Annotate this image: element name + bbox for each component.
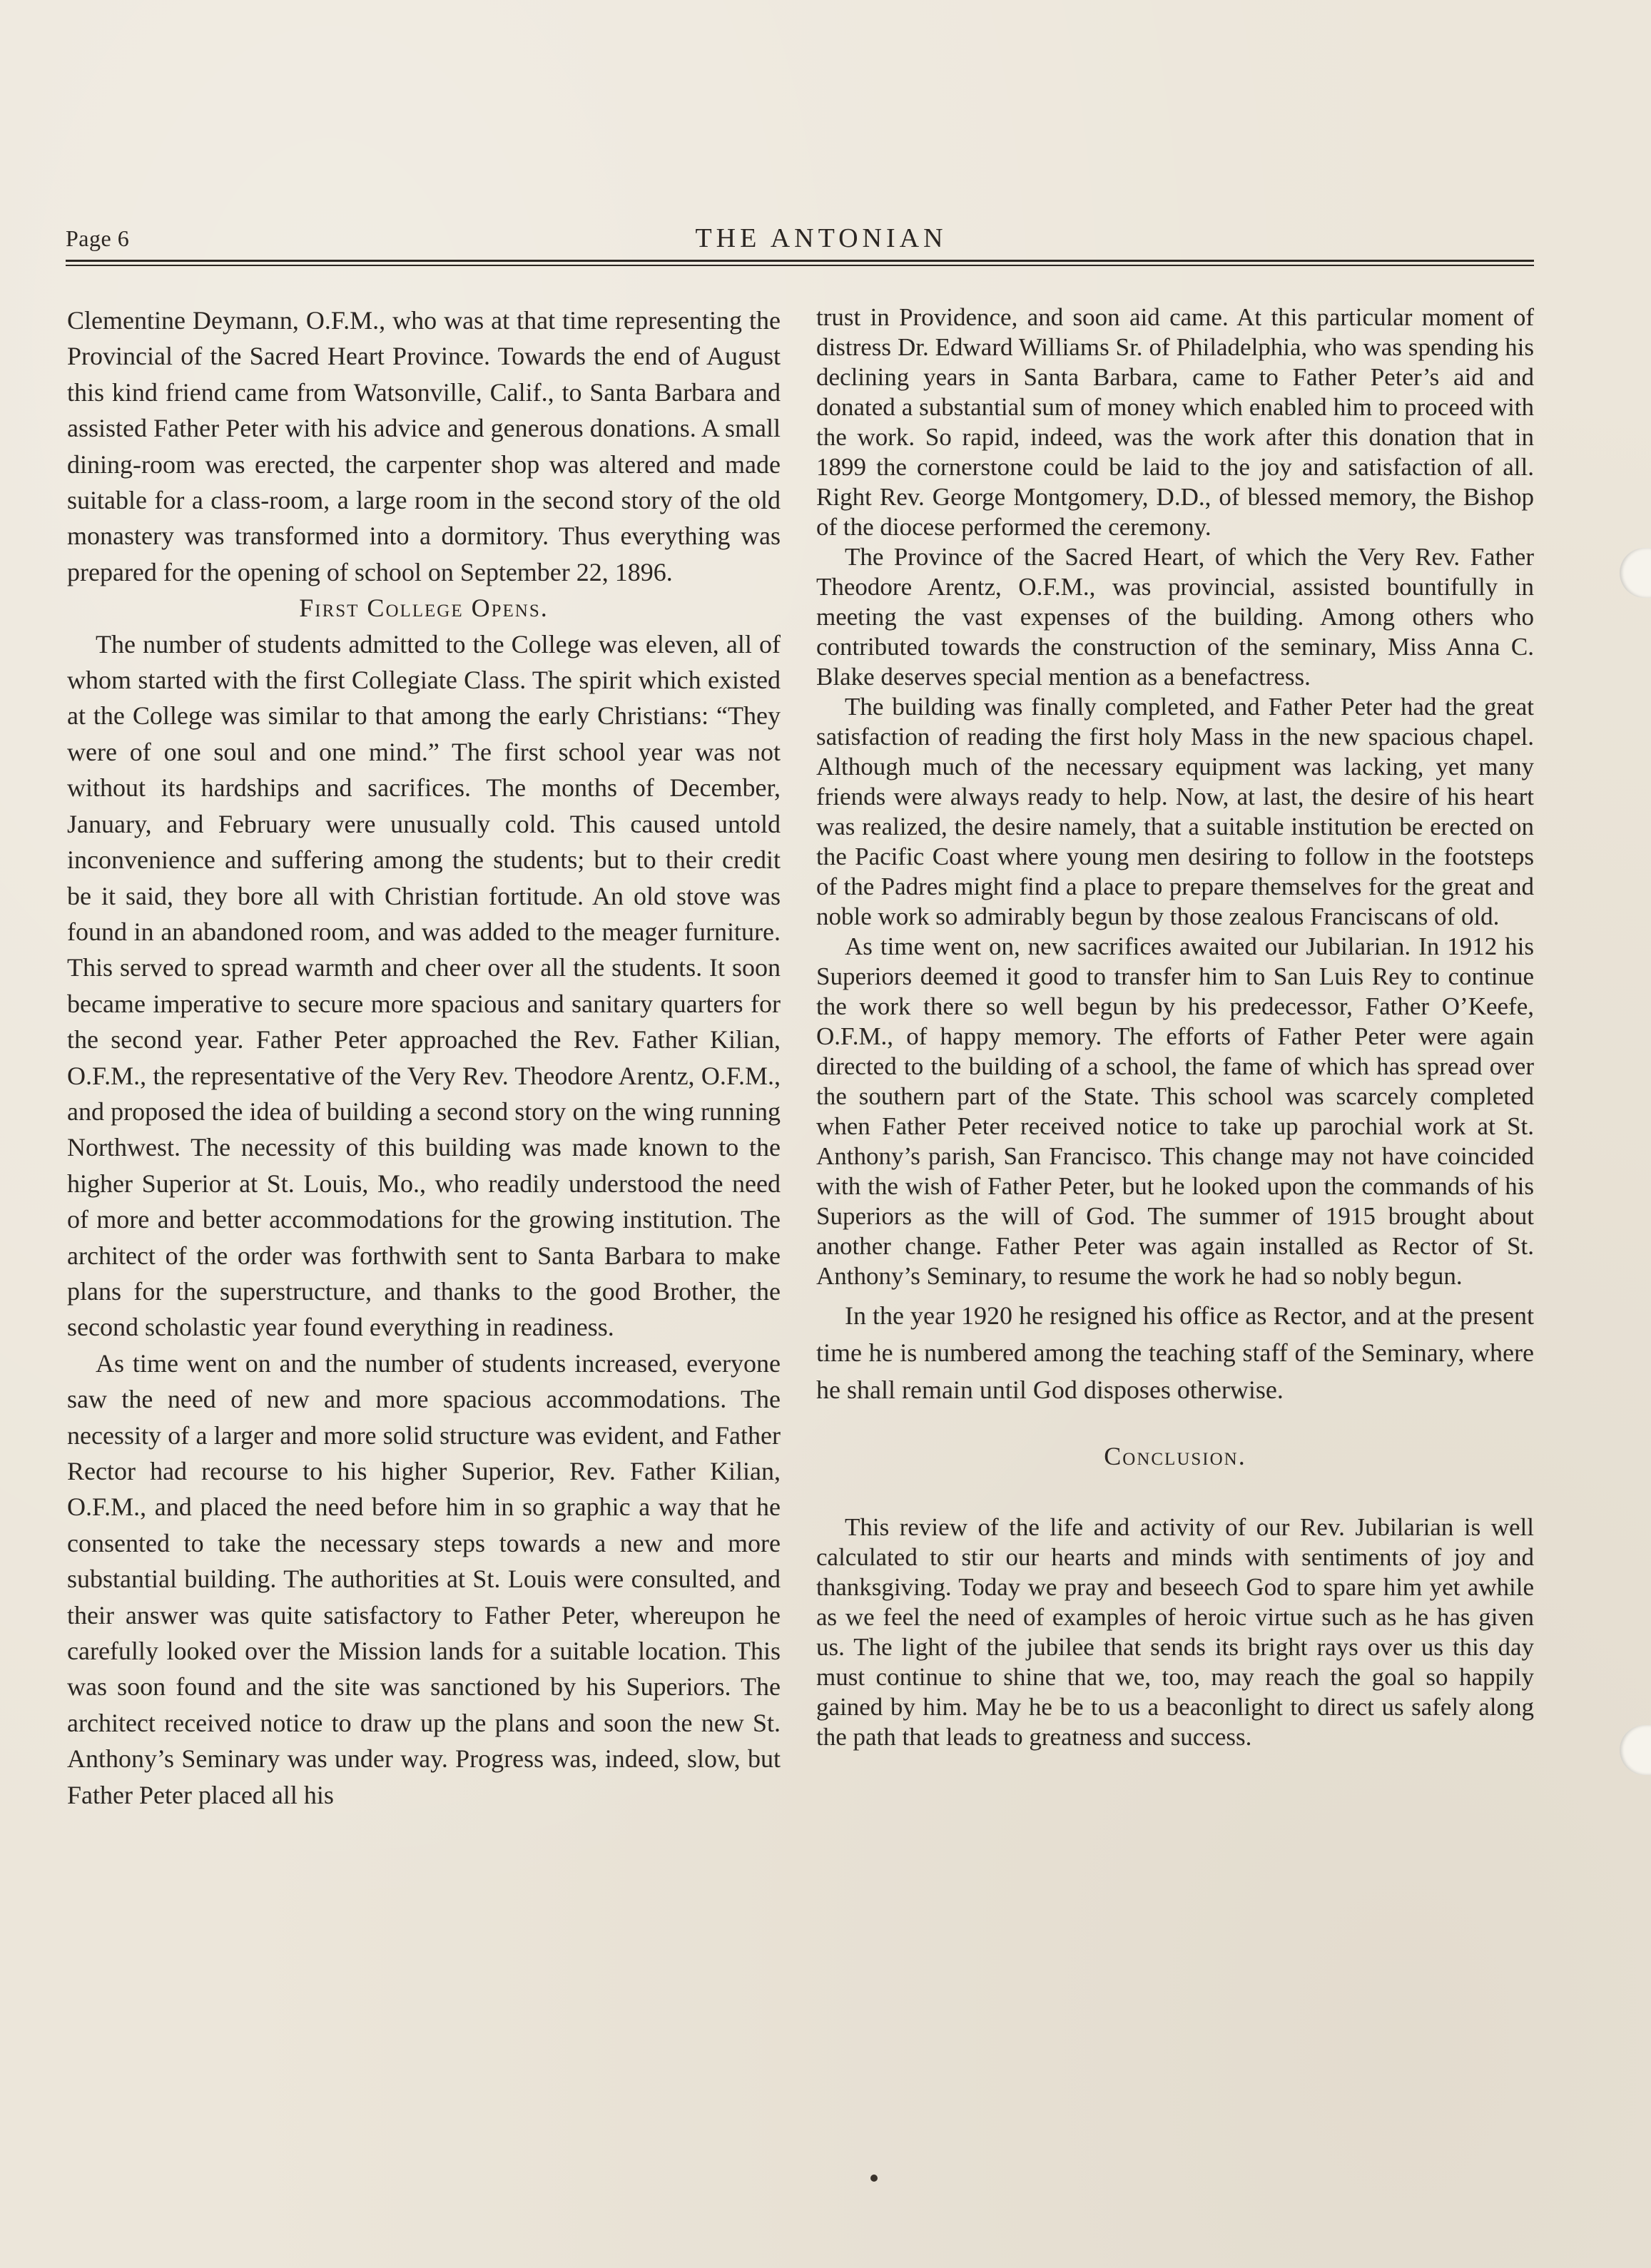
- header-rule-bottom: [66, 265, 1534, 266]
- footer-ornament-dot: [870, 2175, 878, 2182]
- journal-title: THE ANTONIAN: [695, 223, 948, 253]
- right-column: [816, 302, 1534, 1752]
- paragraph: This review of the life and activity of our Rev. Jubilarian is well calculated to stir our hearts and minds with sentiments of joy and thanksgiving. Today we pray and beseech God to spare him yet awhile as we feel the need of examples of heroic virtue such as he has given us. The light of the jubilee that sends its bright rays over us this day must continue to shine that we, too, may reach the goal so happily gained by him. May he be to us a beaconlight to direct us safely along the path that leads to greatness and success.: [816, 1513, 1534, 1751]
- paragraph: As time went on and the number of students increased, everyone saw the need of new and more spacious accommodations. The necessity of a larger and more solid structure was evident, and Father Rector had recourse to his higher Superior, Rev. Father Kilian, O.F.M., and placed the need before him in so graphic a way that he consented to take the necessary steps towards a new and more substantial building. The authorities at St. Louis were consulted, and their answer was quite satisfactory to Father Peter, whereupon he carefully looked over the Mission lands for a suitable location. This was soon found and the site was sanctioned by his Superiors. The architect received notice to draw up the plans and soon the new St. Anthony’s Seminary was under way. Progress was, indeed, slow, but Father Peter placed all his: [67, 1348, 781, 1809]
- page-header: [66, 223, 1534, 265]
- paragraph: The number of students admitted to the College was eleven, all of whom started with the first Collegiate Class. The spirit which existed at the College was similar to that among the early Christians: “They were of one soul and one mind.” The first school year was not without its hardships and sacrifices. The months of December, January, and February were unusually cold. This caused untold inconvenience and suffering among the students; but to their credit be it said, they bore all with Christian fortitude. An old stove was found in an abandoned room, and was added to the meager furniture. This served to spread warmth and cheer over all the students. It soon became imperative to secure more spacious and sanitary quarters for the second year. Father Peter approached the Rev. Father Kilian, O.F.M., the representative of the Very Rev. Theodore Arentz, O.F.M., and proposed the idea of building a second story on the wing running Northwest. The necessity of this building was made known to the higher Superior at St. Louis, Mo., who readily understood the need of more and better accommodations for the growing institution. The architect of the order was forthwith sent to Santa Barbara to make plans for the superstructure, and thanks to the good Brother, the second scholastic year found everything in readiness.: [67, 629, 781, 1342]
- section-heading-conclusion: Conclusion.: [1104, 1442, 1246, 1470]
- paragraph: The Province of the Sacred Heart, of which the Very Rev. Father Theodore Arentz, O.F.M., was provincial, assisted bountifully in meeting the vast expenses of the building. Among others who contributed towards the construction of the seminary, Miss Anna C. Blake deserves special mention as a benefactress.: [816, 543, 1534, 691]
- paragraph: The building was finally completed, and Father Peter had the great satisfaction of reading the first holy Mass in the new spacious chapel. Although much of the necessary equipment was lacking, yet many friends were always ready to help. Now, at last, the desire of his heart was realized, the desire namely, that a suitable institution be erected on the Pacific Coast where young men desiring to follow in the footsteps of the Padres might find a place to prepare themselves for the great and noble work so admirably begun by those zealous Franciscans of old.: [816, 693, 1534, 930]
- paragraph: Clementine Deymann, O.F.M., who was at that time representing the Provincial of the Sacred Heart Province. Towards the end of August this kind friend came from Watsonville, Calif., to Santa Barbara and assisted Father Peter with his advice and generous donations. A small dining-room was erected, the carpenter shop was altered and made suitable for a class-room, a large room in the second story of the old monastery was transformed into a dormitory. Thus everything was prepared for the opening of school on September 22, 1896.: [67, 306, 781, 586]
- paragraph: In the year 1920 he resigned his office as Rector, and at the present time he is numbered among the teaching staff of the Seminary, where he shall remain until God disposes otherwise.: [816, 1301, 1534, 1404]
- binding-hole: [1620, 1725, 1651, 1775]
- section-heading-first-college: First College Opens.: [299, 594, 549, 623]
- binding-hole: [1620, 548, 1651, 598]
- paragraph: trust in Providence, and soon aid came. At this particular moment of distress Dr. Edward Williams Sr. of Philadelphia, who was spending his declining years in Santa Barbara, came to Father Peter’s aid and donated a substantial sum of money which enabled him to proceed with the work. So rapid, indeed, was the work after this donation that in 1899 the cornerstone could be laid to the joy and satisfaction of all. Right Rev. George Montgomery, D.D., of blessed memory, the Bishop of the diocese performed the ceremony.: [816, 303, 1534, 541]
- page-number: Page 6: [66, 225, 130, 251]
- left-column: [67, 302, 781, 1813]
- paragraph: As time went on, new sacrifices awaited our Jubilarian. In 1912 his Superiors deemed it good to transfer him to San Luis Rey to continue the work there so well begun by his predecessor, Father O’Keefe, O.F.M., of happy memory. The efforts of Father Peter were again directed to the building of a school, the fame of which has spread over the southern part of the State. This school was scarcely completed when Father Peter received notice to take up parochial work at St. Anthony’s parish, San Francisco. This change may not have coincided with the wish of Father Peter, but he looked upon the commands of his Superiors as the will of God. The summer of 1915 brought about another change. Father Peter was again installed as Rector of St. Anthony’s Seminary, to resume the work he had so nobly begun.: [816, 932, 1534, 1290]
- header-rule-top: [66, 260, 1534, 262]
